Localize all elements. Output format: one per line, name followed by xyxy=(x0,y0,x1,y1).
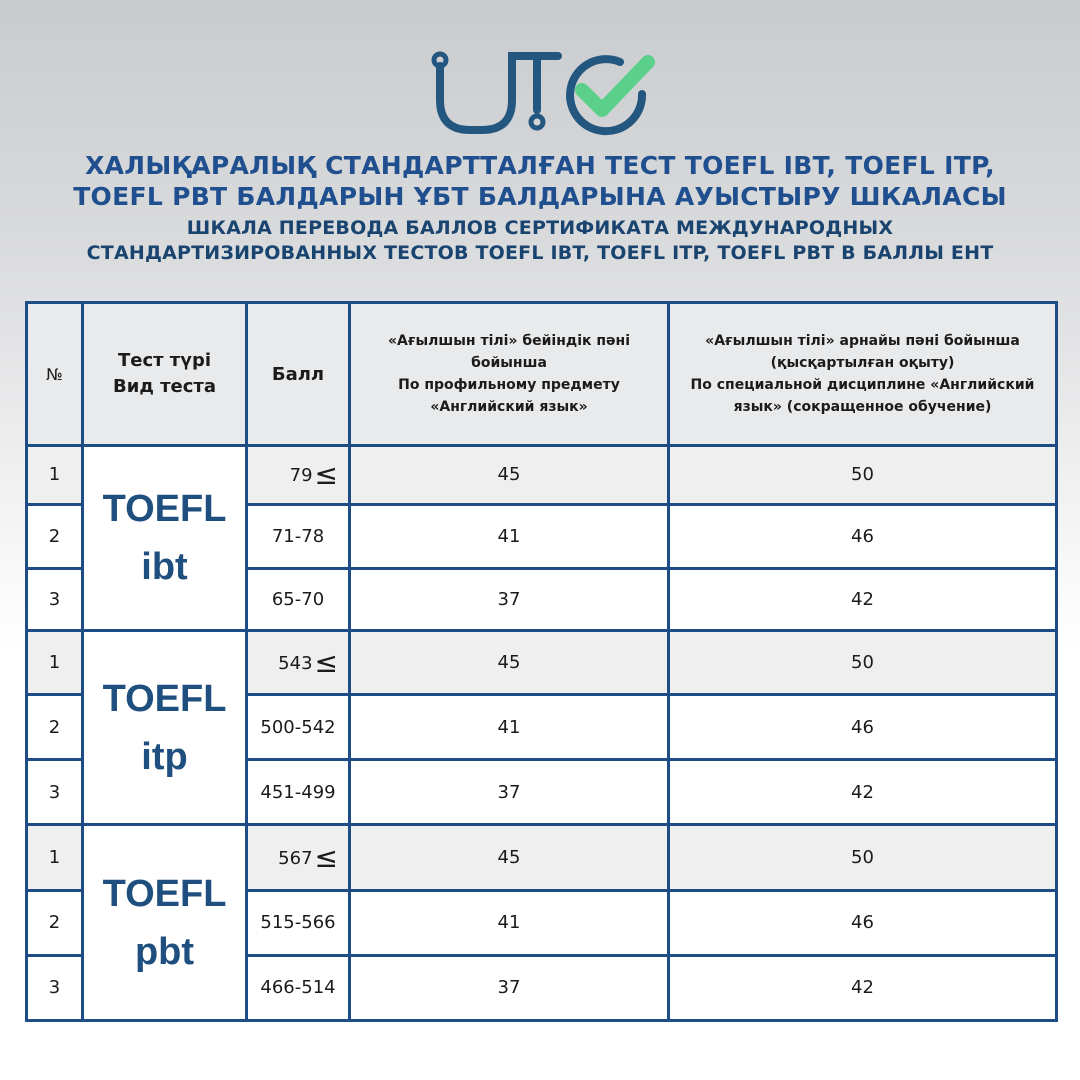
uto-checkmark-logo-icon xyxy=(430,48,660,140)
test-type-name: TOEFL xyxy=(102,677,227,720)
special-discipline-score: 46 xyxy=(669,890,1057,955)
row-number: 3 xyxy=(27,568,83,630)
score-value: 451-499 xyxy=(260,781,336,803)
row-number: 1 xyxy=(27,825,83,890)
profile-subject-score: 37 xyxy=(350,568,669,630)
special-discipline-score: 46 xyxy=(669,504,1057,568)
score-range xyxy=(247,825,350,890)
special-discipline-score: 50 xyxy=(669,630,1057,694)
profile-subject-score: 41 xyxy=(350,695,669,760)
header-profile-subject-kk: «Ағылшын тілі» бейіндік пәні бойынша xyxy=(387,333,631,372)
special-discipline-score: 42 xyxy=(669,568,1057,630)
special-discipline-score: 50 xyxy=(669,825,1057,890)
score-value: 79 xyxy=(289,465,313,487)
score-range xyxy=(247,695,350,760)
score-range xyxy=(247,955,350,1020)
test-type-cell xyxy=(83,825,247,1021)
uto-logo xyxy=(430,48,660,140)
row-number: 3 xyxy=(27,955,83,1020)
score-range xyxy=(247,890,350,955)
less-or-equal-sign: ≤ xyxy=(314,840,338,874)
test-type-name: TOEFL xyxy=(102,488,227,531)
table-header-row xyxy=(27,303,1057,446)
profile-subject-score: 45 xyxy=(350,630,669,694)
less-or-equal-sign: ≤ xyxy=(314,458,338,492)
special-discipline-score: 50 xyxy=(669,446,1057,504)
profile-subject-score: 41 xyxy=(350,890,669,955)
title-russian xyxy=(0,216,1080,266)
header-test-type xyxy=(83,303,247,446)
score-value: 65-70 xyxy=(271,588,325,610)
score-value: 567 xyxy=(278,847,313,869)
score-value: 466-514 xyxy=(260,977,336,999)
test-type-variant: ibt xyxy=(141,546,188,589)
page-titles xyxy=(0,150,1080,266)
score-conversion-table xyxy=(25,301,1058,1022)
table-row xyxy=(27,446,1057,504)
table-row xyxy=(27,825,1057,890)
score-range xyxy=(247,630,350,694)
header-profile-subject xyxy=(350,303,669,446)
header-special-discipline-kk: «Ағылшын тілі» арнайы пәні бойынша (қысқартылған оқыту) xyxy=(705,333,1020,372)
score-value: 543 xyxy=(278,652,313,674)
profile-subject-score: 37 xyxy=(350,955,669,1020)
row-number: 2 xyxy=(27,504,83,568)
score-value: 515-566 xyxy=(260,912,336,934)
test-type-cell xyxy=(83,446,247,631)
profile-subject-score: 41 xyxy=(350,504,669,568)
header-number: № xyxy=(27,303,83,446)
profile-subject-score: 45 xyxy=(350,446,669,504)
profile-subject-score: 37 xyxy=(350,760,669,825)
special-discipline-score: 42 xyxy=(669,760,1057,825)
score-value: 71-78 xyxy=(271,525,325,547)
special-discipline-score: 42 xyxy=(669,955,1057,1020)
header-test-type-kk: Тест түрі xyxy=(117,350,212,372)
score-range xyxy=(247,760,350,825)
row-number: 2 xyxy=(27,890,83,955)
header-special-discipline xyxy=(669,303,1057,446)
special-discipline-score: 46 xyxy=(669,695,1057,760)
row-number: 1 xyxy=(27,446,83,504)
score-value: 500-542 xyxy=(260,716,336,738)
header-profile-subject-ru: По профильному предмету «Английский язык» xyxy=(398,377,620,416)
test-type-variant: itp xyxy=(141,735,188,778)
title-kazakh xyxy=(0,150,1080,212)
row-number: 3 xyxy=(27,760,83,825)
test-type-name: TOEFL xyxy=(102,872,227,915)
header-special-discipline-ru: По специальной дисциплине «Английский язык» (сокращенное обучение) xyxy=(690,377,1035,416)
title-russian-line-1: ШКАЛА ПЕРЕВОДА БАЛЛОВ СЕРТИФИКАТА МЕЖДУНАРОДНЫХ xyxy=(186,217,894,239)
title-kazakh-line-2: TOEFL PBT БАЛДАРЫН ҰБТ БАЛДАРЫНА АУЫСТЫРУ ШКАЛАСЫ xyxy=(73,182,1007,211)
less-or-equal-sign: ≤ xyxy=(314,645,338,679)
profile-subject-score: 45 xyxy=(350,825,669,890)
table-body xyxy=(27,446,1057,1021)
test-type-cell xyxy=(83,630,247,825)
header-score: Балл xyxy=(247,303,350,446)
row-number: 2 xyxy=(27,695,83,760)
score-range xyxy=(247,446,350,504)
header-test-type-ru: Вид теста xyxy=(112,376,217,398)
score-range xyxy=(247,504,350,568)
table-row xyxy=(27,630,1057,694)
test-type-variant: pbt xyxy=(134,930,195,973)
score-range xyxy=(247,568,350,630)
title-russian-line-2: СТАНДАРТИЗИРОВАННЫХ ТЕСТОВ TOEFL IBT, TOEFL ITP, TOEFL PBT В БАЛЛЫ ЕНТ xyxy=(86,242,994,264)
row-number: 1 xyxy=(27,630,83,694)
title-kazakh-line-1: ХАЛЫҚАРАЛЫҚ СТАНДАРТТАЛҒАН ТЕСТ TOEFL IBT, TOEFL ITP, xyxy=(85,151,995,180)
